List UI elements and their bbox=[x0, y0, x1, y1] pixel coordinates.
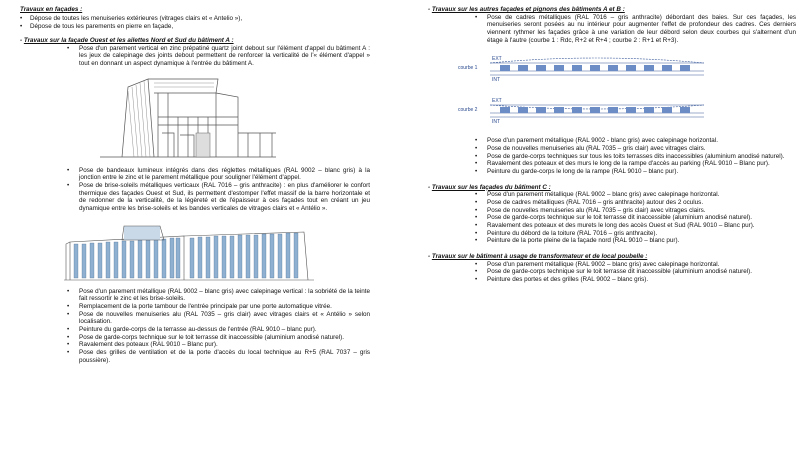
list-item: • Pose d'un parement métallique (RAL 9002 - blanc gris) avec calepinage horizontal. bbox=[475, 137, 796, 145]
left-column bbox=[20, 0, 370, 364]
section-heading-facades: Travaux en façades : bbox=[20, 6, 83, 13]
int-label-2: INT bbox=[492, 119, 501, 126]
ext-label-1: EXT bbox=[492, 56, 502, 63]
list-item: • Pose d'un parement métallique (RAL 9002 – blanc gris) avec calepinage horizontal. bbox=[475, 261, 796, 269]
list-item: • Pose d'un parement métallique (RAL 9002 – blanc gris) avec calepinage vertical : la sobriété de la teinte fait ressortir le zinc et les brise-soleils. bbox=[67, 288, 370, 303]
list-item: • Pose de cadres métalliques (RAL 7016 – gris anthracite) débordant des baies. Sur ces façades, les menuiseries seront posées au nu intérieur pour augmenter l'effet de profondeur des cadres. Ces derniers viennent rythmer les façades grâce à une variation de leur débord selon deux courbes qui s'alternent d'un étage à l'autre (courbe 1 : Rdc, R+2 et R+4 ; courbe 2 : R+1 et R+3). bbox=[475, 14, 796, 45]
list-item: • Remplacement de la porte tambour de l'entrée principale par une porte automatique vitrée. bbox=[67, 303, 370, 311]
section-heading-transformer: - Travaux sur le bâtiment à usage de transformateur et de local poubelle : bbox=[428, 253, 648, 261]
list-item: • Pose de garde-corps technique sur le toit terrasse dit inaccessible (aluminium anodisé naturel). bbox=[475, 268, 796, 276]
list-item: • Pose de bandeaux lumineux intégrés dans des réglettes métalliques (RAL 9002 – blanc gris) à la jonction entre le zinc et le parement métallique pour souligner l'élément d'appel. bbox=[67, 167, 370, 182]
list-item: • Pose de garde-corps technique sur le toit terrasse dit inaccessible (aluminium anodisé naturel). bbox=[475, 214, 796, 222]
transformer-list bbox=[475, 261, 796, 284]
ext-label-2: EXT bbox=[492, 98, 502, 105]
right-column bbox=[428, 0, 796, 284]
list-item: • Peinture du garde-corps de la terrasse au-dessus de l'entrée (RAL 9010 – blanc pur). bbox=[67, 326, 370, 334]
building-c-list bbox=[475, 191, 796, 245]
other-facades-list-2 bbox=[475, 137, 796, 175]
list-item: • Pose de nouvelles menuiseries alu (RAL 7035 – gris clair) avec vitrages clairs et « Antélio » selon localisation. bbox=[67, 311, 370, 326]
list-item: • Peinture du garde-corps le long de la rampe (RAL 9010 – blanc pur). bbox=[475, 168, 796, 176]
list-item: • Peinture de la porte pleine de la façade nord (RAL 9010 – blanc pur). bbox=[475, 237, 796, 245]
list-item: • Pose des grilles de ventilation et de la porte d'accès du local technique au R+5 (RAL 7037 – gris poussière). bbox=[67, 349, 370, 364]
list-item: • Pose de garde-corps techniques sur tous les toits terrasses dits inaccessibles (aluminium anodisé naturel). bbox=[475, 153, 796, 161]
building-a-list-1 bbox=[67, 45, 370, 68]
list-item: • Pose de nouvelles menuiseries alu (RAL 7035 – gris clair) avec vitrages clairs. bbox=[475, 145, 796, 153]
section-heading-other-facades: - Travaux sur les autres façades et pignons des bâtiments A et B : bbox=[428, 6, 625, 13]
list-item: • Peinture du débord de la toiture (RAL 7016 – gris anthracite). bbox=[475, 230, 796, 238]
list-item: • Peinture des portes et des grilles (RAL 9002 – blanc gris). bbox=[475, 276, 796, 284]
list-item: • Pose de brise-soleils métalliques verticaux (RAL 7016 – gris anthracite) : en plus d'améliorer le confort thermique des façades Ouest et Sud, ils permettent d'estomper l'effet massif de la barre horizontale et de redonner de la verticalité, de la légèreté et de l'épaisseur à ces façades tout en créant un jeu dynamique entre les brise-soleils et les bandes verticales de vitrages clairs et « Antélio ». bbox=[67, 182, 370, 213]
list-item: • Dépose de tous les parements en pierre en façade, bbox=[20, 23, 370, 31]
list-item: • Ravalement des poteaux et des murs le long de la rampe d'accès au parking (RAL 9010 – Blanc pur). bbox=[475, 160, 796, 168]
section-heading-building-c: - Travaux sur les façades du bâtiment C : bbox=[428, 183, 551, 191]
building-a-list-2 bbox=[67, 167, 370, 213]
list-item: • Pose de garde-corps technique sur le toit terrasse dit inaccessible (aluminium anodisé naturel). bbox=[67, 334, 370, 342]
frame-curves-sketch bbox=[456, 51, 706, 127]
int-label-1: INT bbox=[492, 77, 501, 84]
list-item: • Pose d'un parement métallique (RAL 9002 – blanc gris) avec calepinage horizontal. bbox=[475, 191, 796, 199]
list-item: • Pose de nouvelles menuiseries alu (RAL 7035 – gris clair) avec vitrages clairs. bbox=[475, 207, 796, 215]
other-facades-list-1 bbox=[475, 14, 796, 45]
list-item: • Dépose de toutes les menuiseries extérieures (vitrages clairs et « Antelio »), bbox=[20, 15, 370, 23]
curve-2-label: courbe 2 bbox=[458, 107, 478, 114]
list-item: • Ravalement des poteaux (RAL 9010 – Blanc pur). bbox=[67, 341, 370, 349]
list-item: • Ravalement des poteaux et des murets le long des accès Ouest et Sud (RAL 9010 – Blanc pur). bbox=[475, 222, 796, 230]
entrance-sketch bbox=[98, 73, 278, 159]
facade-sunshades-sketch bbox=[64, 220, 314, 282]
facade-list bbox=[20, 15, 370, 31]
list-item: • Pose de cadres métalliques (RAL 7016 – gris anthracite) autour des 2 oculus. bbox=[475, 199, 796, 207]
curve-1-label: courbe 1 bbox=[458, 65, 478, 72]
list-item: • Pose d'un parement vertical en zinc prépatiné quartz joint debout sur l'élément d'appel du bâtiment A : les jeux de calepinage des joints debout permettent de renforcer la verticalité de l'« élément d'appel » tout en donnant un aspect dynamique à l'entrée du bâtiment A. bbox=[67, 45, 370, 68]
building-a-list-3 bbox=[67, 288, 370, 365]
section-heading-building-a: - Travaux sur la façade Ouest et les ailettes Nord et Sud du bâtiment A : bbox=[20, 37, 234, 45]
